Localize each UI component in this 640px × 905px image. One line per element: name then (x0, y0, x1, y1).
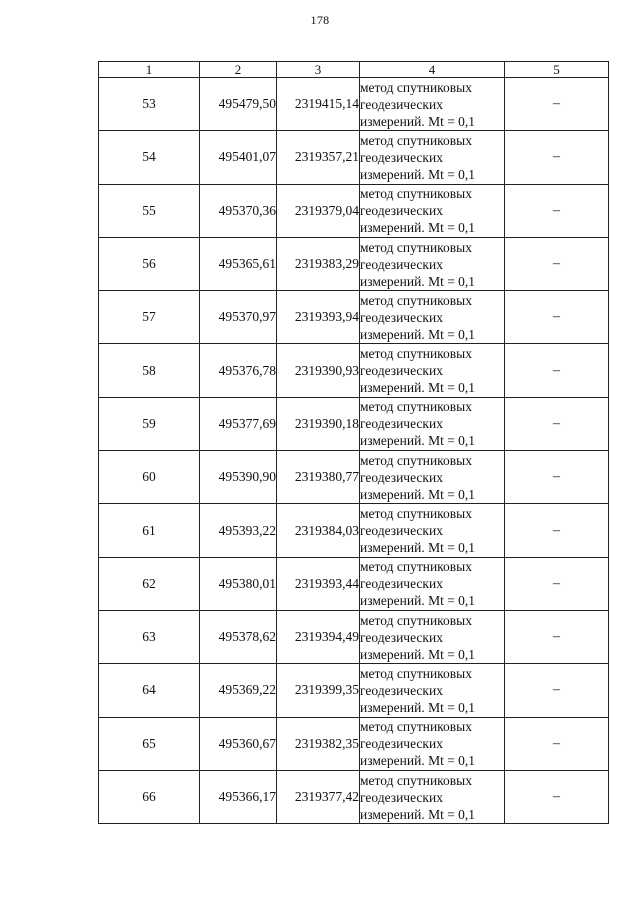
method-line: измерений. Mt = 0,1 (360, 380, 476, 396)
method-description (360, 291, 505, 344)
method-line: измерений. Mt = 0,1 (360, 646, 476, 662)
method-line: измерений. Mt = 0,1 (360, 593, 476, 609)
method-description (360, 451, 505, 504)
method-line: геодезических (360, 789, 443, 805)
method-line: измерений. Mt = 0,1 (360, 806, 476, 822)
point-number: 57 (99, 291, 200, 344)
coordinate-y: 2319377,42 (277, 770, 360, 823)
point-number: 62 (99, 557, 200, 610)
method-description (360, 344, 505, 397)
table-row (99, 184, 609, 237)
method-description (360, 610, 505, 663)
method-line: геодезических (360, 363, 443, 379)
coordinate-x: 495380,01 (200, 557, 277, 610)
method-line: метод спутниковых (360, 186, 472, 202)
method-line: геодезических (360, 149, 443, 165)
coordinate-x: 495376,78 (200, 344, 277, 397)
method-line: измерений. Mt = 0,1 (360, 699, 476, 715)
table-row (99, 504, 609, 557)
method-line: метод спутниковых (360, 612, 472, 628)
coordinate-y: 2319393,94 (277, 291, 360, 344)
point-number: 56 (99, 237, 200, 290)
method-line: геодезических (360, 309, 443, 325)
method-description (360, 397, 505, 450)
point-number: 61 (99, 504, 200, 557)
method-line: измерений. Mt = 0,1 (360, 433, 476, 449)
table-row (99, 78, 609, 131)
column-header-3: 3 (277, 62, 360, 78)
note-cell: – (505, 451, 609, 504)
coordinates-table (98, 61, 609, 824)
point-number: 53 (99, 78, 200, 131)
note-cell: – (505, 184, 609, 237)
coordinate-x: 495390,90 (200, 451, 277, 504)
method-line: геодезических (360, 736, 443, 752)
table-row (99, 664, 609, 717)
coordinate-y: 2319390,93 (277, 344, 360, 397)
note-cell: – (505, 664, 609, 717)
method-line: геодезических (360, 96, 443, 112)
coordinate-x: 495479,50 (200, 78, 277, 131)
column-header-4: 4 (360, 62, 505, 78)
method-line: измерений. Mt = 0,1 (360, 540, 476, 556)
method-description (360, 557, 505, 610)
point-number: 58 (99, 344, 200, 397)
note-cell: – (505, 344, 609, 397)
coordinate-y: 2319393,44 (277, 557, 360, 610)
coordinate-x: 495378,62 (200, 610, 277, 663)
method-line: метод спутниковых (360, 719, 472, 735)
method-line: метод спутниковых (360, 665, 472, 681)
coordinate-y: 2319394,49 (277, 610, 360, 663)
method-line: геодезических (360, 416, 443, 432)
note-cell: – (505, 291, 609, 344)
method-line: измерений. Mt = 0,1 (360, 326, 476, 342)
table-row (99, 717, 609, 770)
point-number: 54 (99, 131, 200, 184)
method-line: метод спутниковых (360, 132, 472, 148)
coordinate-x: 495370,36 (200, 184, 277, 237)
note-cell: – (505, 610, 609, 663)
method-line: геодезических (360, 469, 443, 485)
coordinate-y: 2319379,04 (277, 184, 360, 237)
method-line: геодезических (360, 682, 443, 698)
method-line: измерений. Mt = 0,1 (360, 753, 476, 769)
method-line: метод спутниковых (360, 399, 472, 415)
table-body (99, 78, 609, 824)
point-number: 64 (99, 664, 200, 717)
table-row (99, 291, 609, 344)
method-line: геодезических (360, 629, 443, 645)
coordinate-y: 2319399,35 (277, 664, 360, 717)
method-line: геодезических (360, 256, 443, 272)
point-number: 59 (99, 397, 200, 450)
method-line: метод спутниковых (360, 346, 472, 362)
table-row (99, 610, 609, 663)
table-row (99, 770, 609, 823)
method-line: метод спутниковых (360, 772, 472, 788)
coordinate-x: 495365,61 (200, 237, 277, 290)
note-cell: – (505, 237, 609, 290)
column-header-1: 1 (99, 62, 200, 78)
coordinate-x: 495393,22 (200, 504, 277, 557)
coordinate-x: 495366,17 (200, 770, 277, 823)
table-row (99, 397, 609, 450)
note-cell: – (505, 717, 609, 770)
table-row (99, 131, 609, 184)
page-number: 178 (310, 13, 330, 27)
method-line: измерений. Mt = 0,1 (360, 220, 476, 236)
method-line: метод спутниковых (360, 239, 472, 255)
coordinate-y: 2319383,29 (277, 237, 360, 290)
method-line: метод спутниковых (360, 79, 472, 95)
method-description (360, 184, 505, 237)
note-cell: – (505, 131, 609, 184)
coordinate-x: 495377,69 (200, 397, 277, 450)
method-description (360, 131, 505, 184)
coordinate-x: 495369,22 (200, 664, 277, 717)
coordinate-y: 2319390,18 (277, 397, 360, 450)
method-description (360, 78, 505, 131)
table-row (99, 451, 609, 504)
method-line: метод спутниковых (360, 506, 472, 522)
note-cell: – (505, 397, 609, 450)
coordinate-x: 495401,07 (200, 131, 277, 184)
method-line: измерений. Mt = 0,1 (360, 166, 476, 182)
method-line: измерений. Mt = 0,1 (360, 486, 476, 502)
point-number: 60 (99, 451, 200, 504)
note-cell: – (505, 557, 609, 610)
coordinate-y: 2319415,14 (277, 78, 360, 131)
method-description (360, 717, 505, 770)
column-header-2: 2 (200, 62, 277, 78)
point-number: 65 (99, 717, 200, 770)
note-cell: – (505, 78, 609, 131)
method-description (360, 664, 505, 717)
method-line: геодезических (360, 203, 443, 219)
method-line: измерений. Mt = 0,1 (360, 113, 476, 129)
coordinate-y: 2319384,03 (277, 504, 360, 557)
method-description (360, 237, 505, 290)
method-description (360, 770, 505, 823)
column-header-5: 5 (505, 62, 609, 78)
table-row (99, 344, 609, 397)
method-line: метод спутниковых (360, 559, 472, 575)
table-row (99, 557, 609, 610)
header-row (99, 62, 609, 78)
point-number: 63 (99, 610, 200, 663)
method-line: геодезических (360, 523, 443, 539)
note-cell: – (505, 504, 609, 557)
coordinate-x: 495370,97 (200, 291, 277, 344)
method-description (360, 504, 505, 557)
note-cell: – (505, 770, 609, 823)
table-row (99, 237, 609, 290)
method-line: измерений. Mt = 0,1 (360, 273, 476, 289)
coordinate-y: 2319357,21 (277, 131, 360, 184)
method-line: геодезических (360, 576, 443, 592)
coordinate-y: 2319382,35 (277, 717, 360, 770)
method-line: метод спутниковых (360, 292, 472, 308)
method-line: метод спутниковых (360, 452, 472, 468)
point-number: 55 (99, 184, 200, 237)
point-number: 66 (99, 770, 200, 823)
coordinate-y: 2319380,77 (277, 451, 360, 504)
coordinate-x: 495360,67 (200, 717, 277, 770)
table-header (99, 62, 609, 78)
